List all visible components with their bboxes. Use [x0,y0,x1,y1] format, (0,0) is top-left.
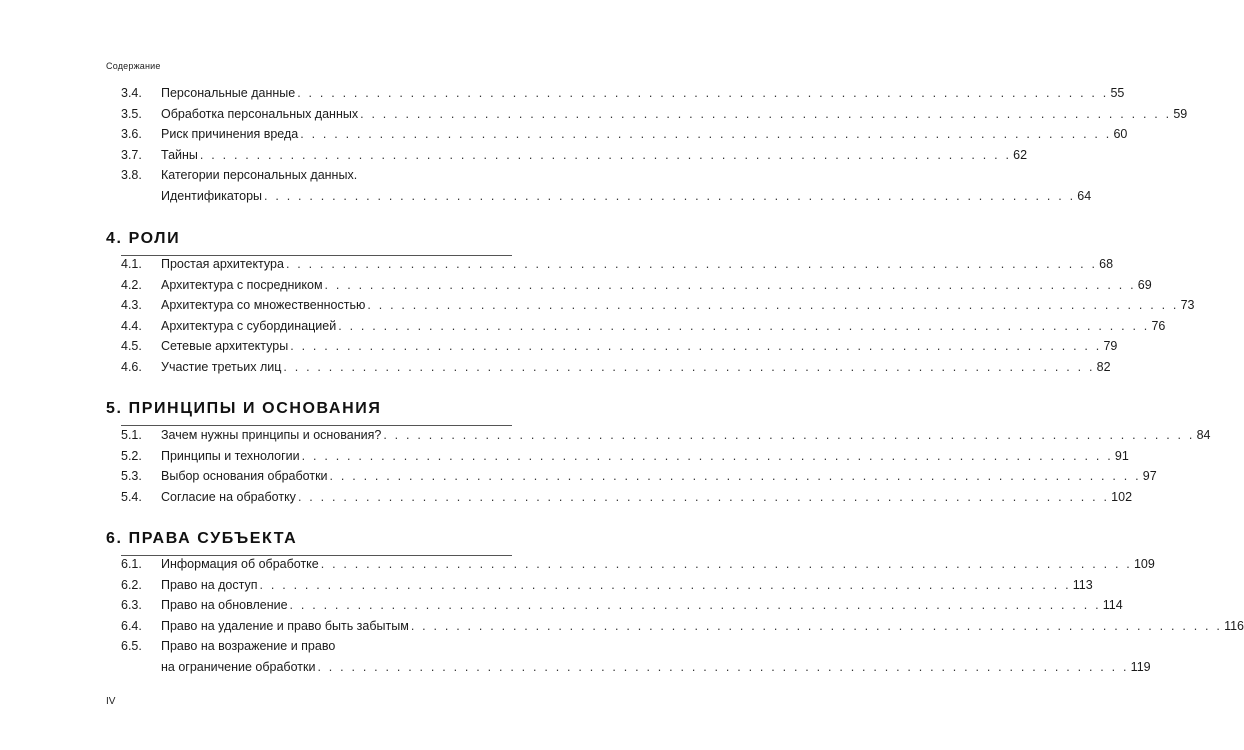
toc-entry-6-3[interactable] [121,598,1123,619]
dot-leader: . . . . . . . . . . . . . . . . . . . . . . . . . . . . . . . . . . . . . . . . . . . . . . . . . . . . . . . . . . . . . . . . . . . . . . . . [338,318,1150,333]
toc-entry-6-1[interactable] [121,557,1155,578]
toc-entry-4-4[interactable] [121,318,1166,340]
dot-leader: . . . . . . . . . . . . . . . . . . . . . . . . . . . . . . . . . . . . . . . . . . . . . . . . . . . . . . . . . . . . . . . . . . . . . . . . [289,598,1101,612]
toc-entry-3-8[interactable] [121,168,1092,209]
entry-title: Участие третьих лиц [161,359,282,374]
entry-title-line1: Категории персональных данных. [161,168,358,182]
chapter-4-heading[interactable]: 4. РОЛИ [106,230,181,247]
entry-number: 3.4. [121,86,142,100]
entry-title: Право на доступ [161,577,258,592]
toc-entry-3-6[interactable] [121,127,1128,148]
entry-title-line1: Право на возражение и право [161,639,336,653]
entry-title: Архитектура с посредником [161,277,323,292]
toc-entry-4-5[interactable] [121,339,1118,360]
entry-page: 76 [1151,318,1166,333]
entry-number: 4.4. [121,318,142,333]
entry-page: 102 [1111,489,1133,504]
entry-page: 60 [1113,127,1128,141]
dot-leader: . . . . . . . . . . . . . . . . . . . . . . . . . . . . . . . . . . . . . . . . . . . . . . . . . . . . . . . . . . . . . . . . . . . . . . . . [264,188,1076,203]
toc-entry-5-1[interactable] [121,428,1211,449]
dot-leader: . . . . . . . . . . . . . . . . . . . . . . . . . . . . . . . . . . . . . . . . . . . . . . . . . . . . . . . . . . . . . . . . . . . . . . . . [300,127,1112,141]
toc-entry-5-4[interactable] [121,489,1133,511]
entry-page: 69 [1137,277,1152,292]
entry-number: 5.4. [121,489,142,504]
dot-leader: . . . . . . . . . . . . . . . . . . . . . . . . . . . . . . . . . . . . . . . . . . . . . . . . . . . . . . . . . . . . . . . . . . . . . . . . [317,659,1129,674]
toc-entry-3-7[interactable] [121,147,1028,169]
page-number: IV [106,696,116,707]
dot-leader: . . . . . . . . . . . . . . . . . . . . . . . . . . . . . . . . . . . . . . . . . . . . . . . . . . . . . . . . . . . . . . . . . . . . . . . . [367,298,1179,312]
running-head: Содержание [106,61,161,71]
entry-title: Архитектура со множественностью [161,298,366,312]
entry-number: 3.5. [121,106,142,121]
entry-number: 6.2. [121,577,142,592]
entry-page: 55 [1110,86,1125,100]
entry-title-line2: Идентификаторы [161,188,263,203]
entry-number: 4.6. [121,359,142,374]
entry-title: Зачем нужны принципы и основания? [161,428,382,442]
dot-leader: . . . . . . . . . . . . . . . . . . . . . . . . . . . . . . . . . . . . . . . . . . . . . . . . . . . . . . . . . . . . . . . . . . . . . . . . [301,448,1113,463]
entry-page: 84 [1196,428,1211,442]
entry-number: 4.3. [121,298,142,312]
entry-number: 3.8. [121,168,142,182]
chapter-5-rule [121,425,512,426]
entry-number: 4.1. [121,257,142,271]
dot-leader: . . . . . . . . . . . . . . . . . . . . . . . . . . . . . . . . . . . . . . . . . . . . . . . . . . . . . . . . . . . . . . . . . . . . . . . . [297,86,1109,100]
chapter-4-rule [121,255,512,256]
dot-leader: . . . . . . . . . . . . . . . . . . . . . . . . . . . . . . . . . . . . . . . . . . . . . . . . . . . . . . . . . . . . . . . . . . . . . . . . [283,359,1095,374]
chapter-6-list [121,557,1244,680]
entry-number: 4.2. [121,277,142,292]
entry-number: 3.7. [121,147,142,162]
chapter-5-list [121,428,1211,510]
section-3-list [121,86,1188,209]
dot-leader: . . . . . . . . . . . . . . . . . . . . . . . . . . . . . . . . . . . . . . . . . . . . . . . . . . . . . . . . . . . . . . . . . . . . . . . . [290,339,1102,353]
entry-page: 68 [1099,257,1114,271]
entry-page: 91 [1114,448,1129,463]
toc-entry-4-3[interactable] [121,298,1195,319]
chapter-4-list [121,257,1195,380]
entry-page: 62 [1013,147,1028,162]
toc-entry-6-4[interactable] [121,618,1244,640]
toc-entry-5-3[interactable] [121,469,1157,490]
chapter-6-heading[interactable]: 6. ПРАВА СУБЪЕКТА [106,530,298,547]
toc-entry-5-2[interactable] [121,448,1129,470]
entry-number: 5.3. [121,469,142,483]
entry-number: 4.5. [121,339,142,353]
entry-title: Риск причинения вреда [161,127,299,141]
toc-entry-3-4[interactable] [121,86,1125,107]
entry-page: 97 [1142,469,1157,483]
entry-number: 5.2. [121,448,142,463]
toc-entry-6-5[interactable] [121,639,1151,680]
dot-leader: . . . . . . . . . . . . . . . . . . . . . . . . . . . . . . . . . . . . . . . . . . . . . . . . . . . . . . . . . . . . . . . . . . . . . . . . [320,557,1132,571]
toc-entry-4-1[interactable] [121,257,1114,278]
entry-page: 113 [1072,577,1093,592]
toc-entry-4-2[interactable] [121,277,1152,299]
entry-page: 114 [1102,598,1123,612]
entry-title: Право на удаление и право быть забытым [161,618,409,633]
toc-entry-3-5[interactable] [121,106,1188,128]
dot-leader: . . . . . . . . . . . . . . . . . . . . . . . . . . . . . . . . . . . . . . . . . . . . . . . . . . . . . . . . . . . . . . . . . . . . . . . . [360,106,1172,121]
toc-entry-6-2[interactable] [121,577,1093,599]
entry-page: 109 [1133,557,1155,571]
entry-title: Выбор основания обработки [161,469,328,483]
entry-title: Персональные данные [161,86,296,100]
entry-title: Принципы и технологии [161,448,300,463]
entry-number: 6.5. [121,639,142,653]
entry-page: 64 [1077,188,1092,203]
entry-page: 59 [1173,106,1188,121]
entry-number: 6.3. [121,598,142,612]
entry-number: 3.6. [121,127,142,141]
chapter-6-rule [121,555,512,556]
dot-leader: . . . . . . . . . . . . . . . . . . . . . . . . . . . . . . . . . . . . . . . . . . . . . . . . . . . . . . . . . . . . . . . . . . . . . . . . [285,257,1098,271]
entry-title: Простая архитектура [161,257,284,271]
dot-leader: . . . . . . . . . . . . . . . . . . . . . . . . . . . . . . . . . . . . . . . . . . . . . . . . . . . . . . . . . . . . . . . . . . . . . . . . [383,428,1195,442]
entry-page: 116 [1224,618,1244,633]
dot-leader: . . . . . . . . . . . . . . . . . . . . . . . . . . . . . . . . . . . . . . . . . . . . . . . . . . . . . . . . . . . . . . . . . . . . . . . . [297,489,1110,504]
entry-number: 6.4. [121,618,142,633]
entry-title: Обработка персональных данных [161,106,359,121]
entry-title: Согласие на обработку [161,489,296,504]
dot-leader: . . . . . . . . . . . . . . . . . . . . . . . . . . . . . . . . . . . . . . . . . . . . . . . . . . . . . . . . . . . . . . . . . . . . . . . . [259,577,1071,592]
entry-title: Сетевые архитектуры [161,339,289,353]
entry-number: 5.1. [121,428,142,442]
entry-title-line2: на ограничение обработки [161,659,316,674]
dot-leader: . . . . . . . . . . . . . . . . . . . . . . . . . . . . . . . . . . . . . . . . . . . . . . . . . . . . . . . . . . . . . . . . . . . . . . . . [410,618,1223,633]
entry-title: Тайны [161,147,198,162]
dot-leader: . . . . . . . . . . . . . . . . . . . . . . . . . . . . . . . . . . . . . . . . . . . . . . . . . . . . . . . . . . . . . . . . . . . . . . . . [329,469,1141,483]
entry-page: 73 [1180,298,1195,312]
entry-title: Архитектура с субординацией [161,318,337,333]
chapter-5-heading[interactable]: 5. ПРИНЦИПЫ И ОСНОВАНИЯ [106,400,382,417]
entry-page: 79 [1103,339,1118,353]
dot-leader: . . . . . . . . . . . . . . . . . . . . . . . . . . . . . . . . . . . . . . . . . . . . . . . . . . . . . . . . . . . . . . . . . . . . . . . . [324,277,1136,292]
dot-leader: . . . . . . . . . . . . . . . . . . . . . . . . . . . . . . . . . . . . . . . . . . . . . . . . . . . . . . . . . . . . . . . . . . . . . . . . [199,147,1012,162]
entry-page: 119 [1130,659,1151,674]
entry-title: Право на обновление [161,598,288,612]
entry-page: 82 [1096,359,1111,374]
toc-entry-4-6[interactable] [121,359,1111,381]
entry-number: 6.1. [121,557,142,571]
entry-title: Информация об обработке [161,557,319,571]
